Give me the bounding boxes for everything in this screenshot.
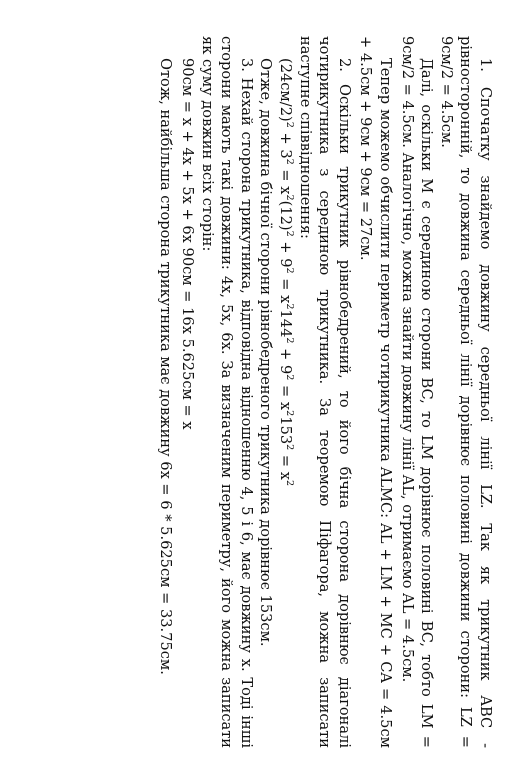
formula-exponent: 2 (283, 374, 295, 381)
formula-term: = x (277, 164, 295, 195)
formula-term: (24см/2) (277, 58, 295, 122)
paragraph-3: Тепер можемо обчислити периметр чотирикутника ALMC: AL + LM + MC + CA = 4.5см + 4.5см + 9см + 9см = 27см. (357, 36, 395, 748)
pythagoras-formula (275, 36, 295, 748)
paragraph-5: Отже, довжина бічної сторони рівнобедреного трикутника дорівнює 153см. (257, 58, 275, 647)
formula-term: + 9 (277, 343, 295, 375)
formula-exponent: 2 (283, 230, 295, 237)
formula-term: (12) (277, 200, 295, 231)
paragraph-7: 90см = x + 4x + 5x + 6x 90см = 16x 5.625см = x (179, 58, 197, 430)
formula-exponent: 2 (283, 410, 295, 417)
formula-exponent: 2 (283, 158, 295, 165)
formula-exponent: 2 (283, 121, 295, 128)
formula-exponent: 2 (283, 303, 295, 310)
paragraph-6: 3. Нехай сторона трикутника, відповідна відношенню 4, 5 і 6, має довжину x. Тоді інші сторони мають такі довжини: 4x, 5x, 6x. За визначеним периметру, його можна записати як суму довжин всіх сторін: (198, 36, 255, 748)
formula-exponent: 2 (283, 480, 295, 487)
formula-exponent: 2 (283, 194, 295, 201)
formula-term: 153 (277, 416, 295, 445)
formula-exponent: 2 (283, 267, 295, 274)
formula-exponent: 2 (283, 444, 295, 451)
paragraph-2: Далі, оскільки M є серединою сторони BC, то LM дорівнює половині BC, тобто LM = 9см/2 = 4.5см. Аналогічно, можна знайти довжину лінії AL, отримаємо AL = 4.5см. (398, 36, 436, 748)
formula-term: = x (277, 380, 295, 411)
formula-term: = x (277, 450, 295, 481)
formula-term: + 9 (277, 236, 295, 268)
paragraph-8: Отож, найбільша сторона трикутника має довжину 6x = 6 * 5.625см = 33.75см. (157, 58, 175, 675)
formula-term: 144 (277, 309, 295, 338)
formula-term: = x (277, 273, 295, 304)
paragraph-1: 1. Спочатку знайдемо довжину середньої лінії LZ. Так як трикутник ABC - рівносторонній, то довжина середньої лінії дорівнює половині довжини сторони: LZ = 9см/2 = 4.5см. (437, 36, 494, 748)
formula-term: + 3 (277, 127, 295, 159)
formula-exponent: 2 (283, 337, 295, 344)
paragraph-4: 2. Оскільки трикутник рівнобедрений, то його бічна сторона дорівнює діагоналі чотирикутника з серединою трикутника. За теоремою Піфагора, можна записати наступне співвідношення: (296, 36, 353, 748)
